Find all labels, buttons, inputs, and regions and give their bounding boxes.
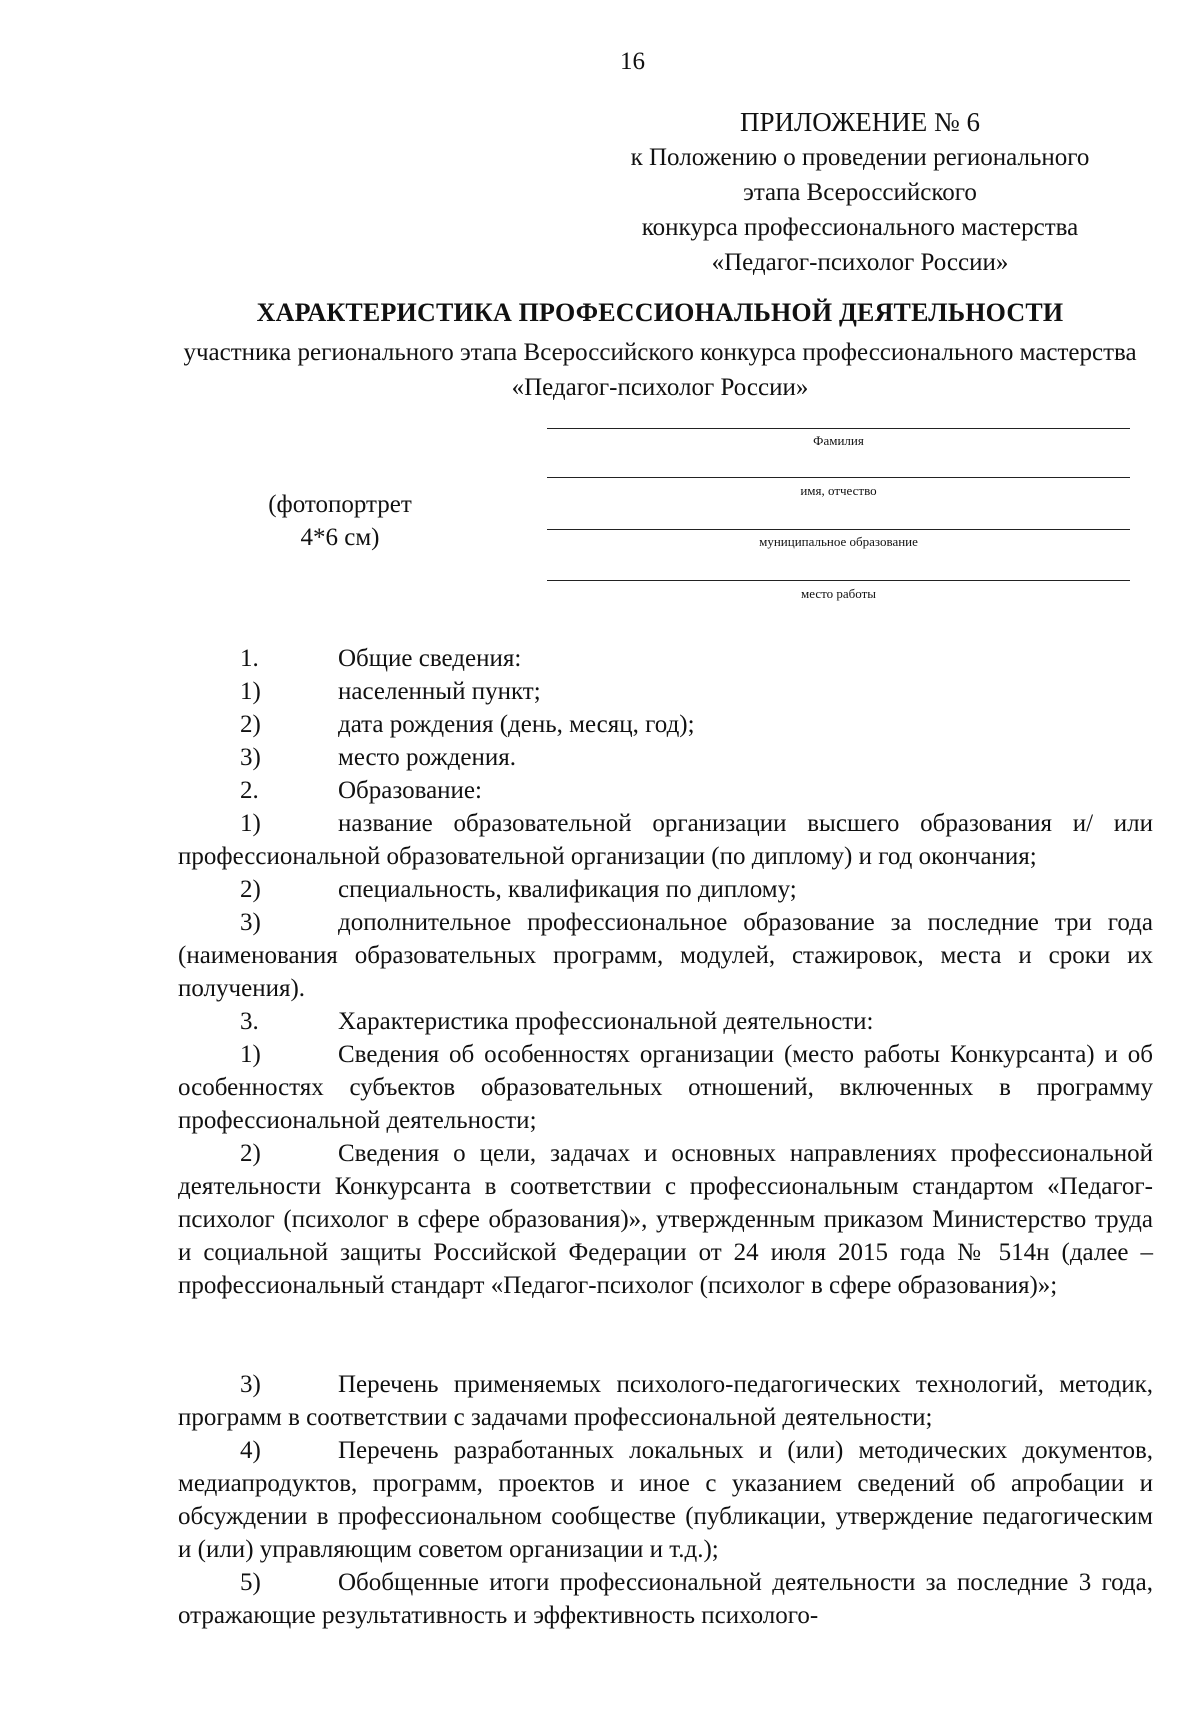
section-heading: Характеристика профессиональной деятельности:: [338, 1008, 874, 1035]
list-item-text: Перечень применяемых психолого-педагогических технологий, методик, программ в соответствии с задачами профессиональной деятельности;: [178, 1371, 1153, 1431]
list-item-text: дополнительное профессиональное образование за последние три года (наименования образовательных программ, модулей, стажировок, места и сроки их получения).: [178, 909, 1153, 1002]
list-item-text: специальность, квалификация по диплому;: [338, 876, 797, 903]
section-number: 1.: [240, 645, 259, 672]
list-item-number: 3): [240, 1371, 261, 1398]
section-number: 2.: [240, 777, 259, 804]
appendix-line: этапа Всероссийского: [743, 179, 977, 206]
list-item-text: населенный пункт;: [338, 678, 541, 705]
list-item-text: Сведения о цели, задачах и основных направлениях профессиональной деятельности Конкурсанта в соответствии с профессиональным стандартом «Педагог-психолог (психолог в сфере образования)», утвержденным приказом Министерство труда и социальной защиты Российской Федерации от 24 июля 2015 года № 514н (далее – профессиональный стандарт «Педагог-психолог (психолог в сфере образования)»;: [178, 1140, 1153, 1299]
appendix-header: [560, 105, 1160, 280]
name-caption: имя, отчество: [800, 483, 877, 498]
list-item: [178, 1434, 1153, 1566]
list-item-number: 3): [240, 909, 261, 936]
document-title: ХАРАКТЕРИСТИКА ПРОФЕССИОНАЛЬНОЙ ДЕЯТЕЛЬНОСТИ: [256, 298, 1064, 327]
list-item-number: 2): [240, 711, 261, 738]
municipality-caption: муниципальное образование: [759, 534, 918, 549]
photo-caption-line: (фотопортрет: [268, 491, 412, 518]
list-item-number: 1): [240, 1041, 261, 1068]
page-number: 16: [620, 48, 645, 75]
appendix-line: конкурса профессионального мастерства: [641, 214, 1079, 241]
document-subtitle: участника регионального этапа Всероссийского конкурса профессионального мастерства «Педагог-психолог России»: [183, 339, 1137, 401]
list-item-number: 4): [240, 1437, 261, 1464]
appendix-title: ПРИЛОЖЕНИЕ № 6: [739, 107, 981, 137]
workplace-line: [547, 580, 1130, 581]
list-item: [178, 906, 1153, 1005]
section-heading: Общие сведения:: [338, 645, 522, 672]
list-item-text: название образовательной организации высшего образования и/ или профессиональной образовательной организации (по диплому) и год окончания;: [178, 810, 1153, 870]
list-item: [178, 1137, 1153, 1302]
surname-line: [547, 428, 1130, 429]
list-item-text: дата рождения (день, месяц, год);: [338, 711, 695, 738]
list-item: [178, 1038, 1153, 1137]
list-item-text: Перечень разработанных локальных и (или) методических документов, медиапродуктов, программ, проектов и иное с указанием сведений об апробации и обсуждении в профессиональном сообществе (публикации, утверждение педагогическим и (или) управляющим советом организации и т.д.);: [178, 1437, 1153, 1563]
section-heading: Образование:: [338, 777, 482, 804]
photo-caption-line: 4*6 см): [300, 524, 380, 551]
list-item-number: 1): [240, 810, 261, 837]
municipality-line: [547, 529, 1130, 530]
list-item: [178, 1566, 1153, 1632]
list-item: [178, 807, 1153, 873]
list-item-number: 1): [240, 678, 261, 705]
list-item-number: 2): [240, 876, 261, 903]
list-item-text: место рождения.: [338, 744, 516, 771]
list-item-number: 3): [240, 744, 261, 771]
section-number: 3.: [240, 1008, 259, 1035]
appendix-line: к Положению о проведении регионального: [630, 144, 1090, 171]
list-item-number: 5): [240, 1569, 261, 1596]
name-line: [547, 477, 1130, 478]
list-item-number: 2): [240, 1140, 261, 1167]
list-item-text: Обобщенные итоги профессиональной деятельности за последние 3 года, отражающие результативность и эффективность психолого-: [178, 1569, 1153, 1629]
list-item: [178, 1368, 1153, 1434]
appendix-line: «Педагог-психолог России»: [711, 249, 1009, 276]
workplace-caption: место работы: [801, 586, 876, 601]
surname-caption: Фамилия: [813, 433, 864, 448]
list-item-text: Сведения об особенностях организации (место работы Конкурсанта) и об особенностях субъектов образовательных отношений, включенных в программу профессиональной деятельности;: [178, 1041, 1153, 1134]
photo-placeholder-caption: [200, 488, 480, 554]
